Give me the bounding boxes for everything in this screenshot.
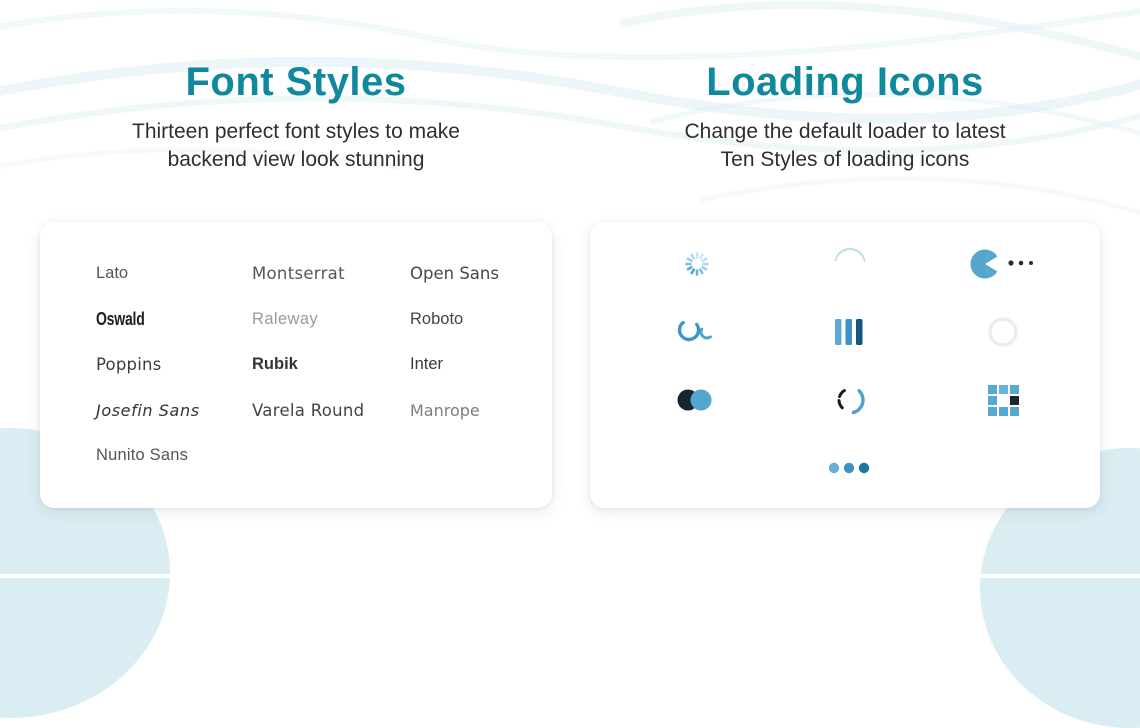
- loader-cell: [927, 366, 1080, 434]
- font-sample-josefin-sans: Josefin Sans: [96, 400, 200, 420]
- font-styles-subtitle-line2: backend view look stunning: [167, 148, 425, 171]
- dual-dots-icon: [675, 385, 719, 415]
- bottom-strip: [0, 574, 1140, 578]
- broken-arcs-icon: [828, 378, 872, 422]
- loading-icons-subtitle: [575, 118, 1115, 174]
- bars-icon: [835, 317, 865, 347]
- font-sample-lato: Lato: [96, 264, 129, 283]
- loader-cell: [927, 230, 1080, 298]
- three-dots-icon: [828, 462, 872, 474]
- loader-cell: [620, 434, 1080, 502]
- loader-cell: [620, 366, 773, 434]
- loader-cell: [773, 230, 926, 298]
- font-styles-title: Font Styles: [185, 60, 407, 104]
- loader-list: [590, 222, 1100, 502]
- font-sample-varela-round: Varela Round: [252, 400, 365, 420]
- font-sample-inter: Inter: [410, 355, 444, 374]
- dual-arc-icon: [675, 310, 719, 354]
- loading-icons-card: [590, 222, 1100, 508]
- font-sample-rubik: Rubik: [252, 355, 298, 374]
- font-sample-nunito-sans: Nunito Sans: [96, 446, 189, 465]
- font-sample-manrope: Manrope: [410, 400, 480, 420]
- font-styles-subtitle-line1: Thirteen perfect font styles to make: [132, 120, 460, 143]
- loader-cell: [620, 230, 773, 298]
- loading-icons-subtitle-line1: Change the default loader to latest: [684, 120, 1006, 143]
- loader-cell: [927, 298, 1080, 366]
- font-styles-card: [40, 222, 552, 508]
- font-sample-raleway: Raleway: [252, 309, 319, 328]
- loading-icons-subtitle-line2: Ten Styles of loading icons: [720, 148, 970, 171]
- square-grid-icon: [988, 385, 1019, 416]
- font-sample-oswald: Oswald: [96, 308, 145, 329]
- dash-spinner-icon: [675, 242, 719, 286]
- loader-cell: [773, 366, 926, 434]
- ring-icon: [981, 310, 1025, 354]
- arc-spinner-icon: [828, 242, 872, 286]
- font-sample-open-sans: Open Sans: [410, 264, 499, 284]
- font-list: [40, 222, 552, 479]
- loader-cell: [773, 298, 926, 366]
- loading-icons-header: [575, 60, 1115, 174]
- font-sample-poppins: Poppins: [96, 355, 162, 375]
- loading-icons-title: Loading Icons: [706, 60, 984, 104]
- font-sample-montserrat: Montserrat: [252, 264, 345, 284]
- loader-cell: [620, 298, 773, 366]
- font-styles-subtitle: [26, 118, 566, 174]
- font-styles-header: [26, 60, 566, 174]
- font-sample-roboto: Roboto: [410, 309, 464, 328]
- pacman-icon: [967, 242, 1039, 286]
